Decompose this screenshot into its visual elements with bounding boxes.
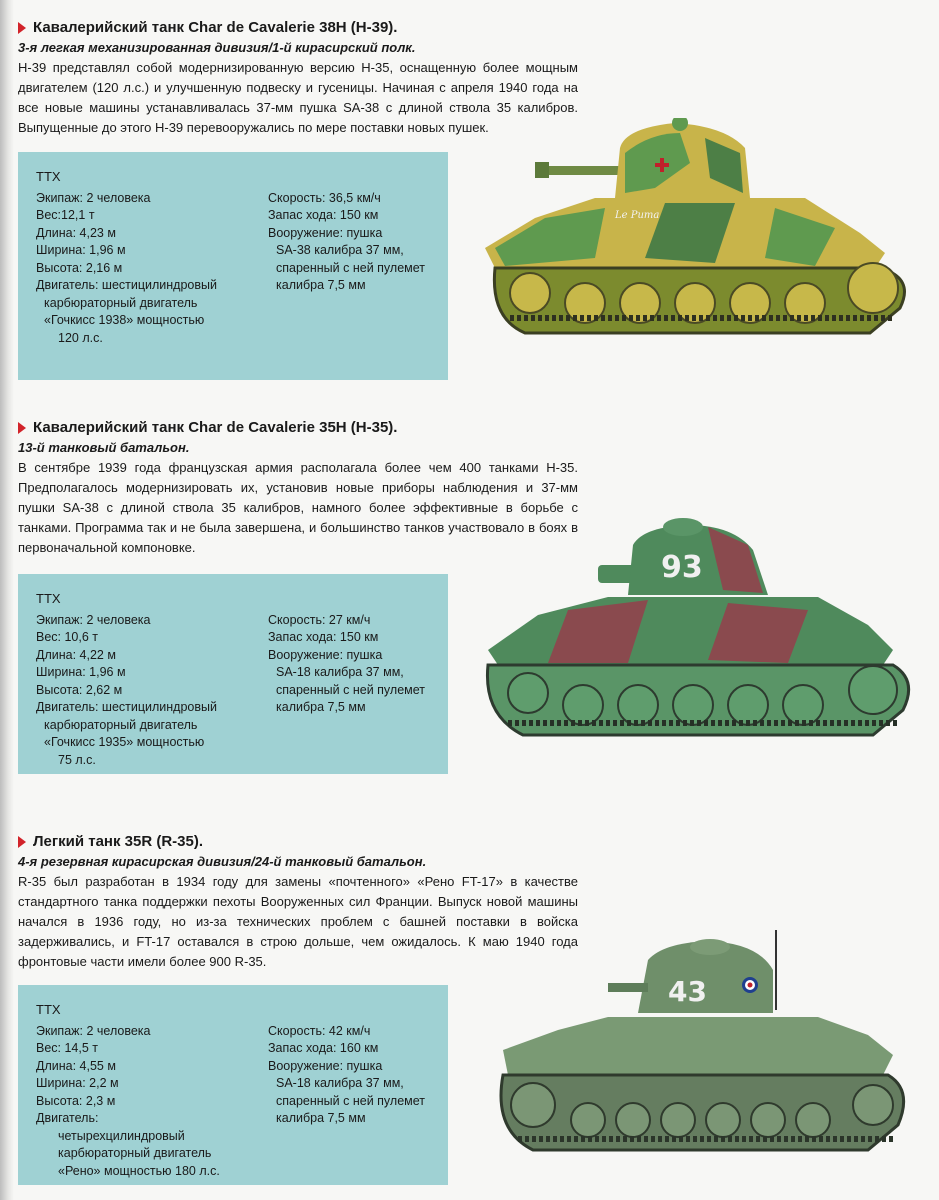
spec-armament-cont: SA-18 калибра 37 мм, bbox=[276, 665, 404, 679]
roundel-icon bbox=[742, 977, 758, 993]
spec-crew: Экипаж: 2 человека bbox=[36, 612, 151, 627]
spec-width: Ширина: 1,96 м bbox=[36, 665, 126, 679]
spec-engine: Двигатель: шестицилиндровый bbox=[36, 278, 217, 292]
specs-left-column bbox=[36, 612, 268, 770]
spec-armament-cont: спаренный с ней пулемет bbox=[276, 682, 425, 697]
red-arrow-icon bbox=[18, 836, 26, 848]
spec-engine-cont: карбюраторный двигатель bbox=[44, 717, 198, 732]
spec-height: Высота: 2,62 м bbox=[36, 682, 123, 697]
specs-heading: ТТХ bbox=[36, 169, 61, 184]
spec-armament: Вооружение: пушка bbox=[268, 647, 383, 662]
spec-range: Запас хода: 160 км bbox=[268, 1041, 379, 1055]
spec-height: Высота: 2,16 м bbox=[36, 260, 123, 275]
spec-engine-cont: 120 л.с. bbox=[58, 330, 103, 345]
spec-engine-cont: карбюраторный двигатель bbox=[58, 1146, 212, 1160]
specs-right-column bbox=[268, 612, 434, 770]
specs-right-column bbox=[268, 190, 434, 348]
spec-engine: Двигатель: шестицилиндровый bbox=[36, 700, 217, 714]
tank-r35-illustration bbox=[488, 925, 918, 1165]
turret-number: 43 bbox=[668, 975, 707, 1008]
tank-cupola bbox=[663, 518, 703, 536]
tank-h39-illustration bbox=[475, 118, 920, 343]
spec-armament-cont: калибра 7,5 мм bbox=[276, 278, 366, 292]
spec-length: Длина: 4,55 м bbox=[36, 1058, 116, 1073]
section-title bbox=[18, 418, 578, 437]
specs-left-column bbox=[36, 190, 268, 348]
red-arrow-icon bbox=[18, 422, 26, 434]
section-description: H-39 представлял собой модернизированную версию H-35, оснащенную более мощным двигателем (120 л.с.) и улучшенную подвеску и гусеницы. Начиная с апреля 1940 года на все новые машины устанавливалась 37-мм пушка SA-38 с длиной ствола 35 калибров. Выпущенные до этого H-39 перевооружались по мере поставки новых пушек. bbox=[18, 60, 578, 135]
hull-script-name: Le Puma bbox=[615, 210, 660, 221]
spec-engine-cont: четырехцилиндровый bbox=[58, 1128, 185, 1143]
tank-cupola bbox=[690, 939, 730, 955]
tank-gun bbox=[608, 983, 648, 992]
spec-crew: Экипаж: 2 человека bbox=[36, 1023, 151, 1038]
tank-hull bbox=[503, 1017, 893, 1075]
turret-number: 93 bbox=[661, 550, 703, 585]
spec-engine-cont: «Гочкисс 1938» мощностью bbox=[44, 313, 205, 327]
spec-armament: Вооружение: пушка bbox=[268, 1058, 383, 1073]
spec-width: Ширина: 2,2 м bbox=[36, 1076, 119, 1090]
spec-armament-cont: спаренный с ней пулемет bbox=[276, 1093, 425, 1108]
spec-speed: Скорость: 42 км/ч bbox=[268, 1023, 371, 1038]
spec-engine-cont: карбюраторный двигатель bbox=[44, 295, 198, 310]
spec-range: Запас хода: 150 км bbox=[268, 208, 379, 222]
spec-armament-cont: SA-38 калибра 37 мм, bbox=[276, 243, 404, 257]
specs-box-h39 bbox=[18, 152, 448, 380]
spec-length: Длина: 4,23 м bbox=[36, 225, 116, 240]
spec-weight: Вес: 14,5 т bbox=[36, 1041, 99, 1055]
tank-h35-illustration bbox=[478, 515, 918, 745]
tank-gun bbox=[545, 166, 625, 175]
spec-armament-cont: спаренный с ней пулемет bbox=[276, 260, 425, 275]
spec-engine-cont: «Рено» мощностью 180 л.с. bbox=[58, 1163, 220, 1178]
spec-speed: Скорость: 27 км/ч bbox=[268, 612, 371, 627]
spec-weight: Вес: 10,6 т bbox=[36, 630, 99, 644]
spec-engine-cont: 75 л.с. bbox=[58, 752, 96, 767]
section-description: В сентябре 1939 года французская армия располагала более чем 400 танками H-35. Предполагалось модернизировать их, установив новые приборы наблюдения и 37-мм пушки SA-38 с длиной ствола 35 калибров, намного более эффективные в борьбе с танками. Программа так и не была завершена, и большинство танков участвовало в боях в первоначальной компоновке. bbox=[18, 460, 578, 555]
section-title-text: Кавалерийский танк Char de Cavalerie 35H (H-35). bbox=[33, 419, 398, 436]
spec-engine-cont: «Гочкисс 1935» мощностью bbox=[44, 735, 205, 749]
specs-box-r35 bbox=[18, 985, 448, 1185]
specs-heading: ТТХ bbox=[36, 1002, 61, 1017]
spec-engine: Двигатель: bbox=[36, 1111, 99, 1125]
tank-hull bbox=[488, 597, 893, 665]
section-subtitle: 4-я резервная кирасирская дивизия/24-й танковый батальон. bbox=[18, 854, 427, 869]
spec-height: Высота: 2,3 м bbox=[36, 1093, 116, 1108]
specs-right-column bbox=[268, 1023, 434, 1181]
spec-crew: Экипаж: 2 человека bbox=[36, 190, 151, 205]
section-description: R-35 был разработан в 1934 году для замены «почтенного» «Рено FT-17» в качестве стандартного танка поддержки пехоты Вооруженных сил Франции. Выпуск новой машины начался в 1936 году, но из-за технических проблем с башней поставки в войска задерживались, и FT-17 оставался в строю дольше, чем ожидалось. К маю 1940 года фронтовые части имели более 900 R-35. bbox=[18, 874, 578, 969]
section-title bbox=[18, 18, 578, 37]
red-arrow-icon bbox=[18, 22, 26, 34]
spec-armament-cont: калибра 7,5 мм bbox=[276, 1111, 366, 1125]
spec-weight: Вес:12,1 т bbox=[36, 208, 95, 222]
spec-width: Ширина: 1,96 м bbox=[36, 243, 126, 257]
spec-speed: Скорость: 36,5 км/ч bbox=[268, 190, 381, 205]
book-spine-shadow bbox=[0, 0, 14, 1200]
section-title bbox=[18, 832, 578, 851]
specs-heading: ТТХ bbox=[36, 591, 61, 606]
spec-armament: Вооружение: пушка bbox=[268, 225, 383, 240]
section-subtitle: 13-й танковый батальон. bbox=[18, 440, 190, 455]
spec-armament-cont: SA-18 калибра 37 мм, bbox=[276, 1076, 404, 1090]
section-title-text: Кавалерийский танк Char de Cavalerie 38H (H-39). bbox=[33, 19, 398, 36]
specs-left-column bbox=[36, 1023, 268, 1181]
section-subtitle: 3-я легкая механизированная дивизия/1-й кирасирский полк. bbox=[18, 40, 416, 55]
specs-box-h35 bbox=[18, 574, 448, 774]
spec-length: Длина: 4,22 м bbox=[36, 647, 116, 662]
spec-armament-cont: калибра 7,5 мм bbox=[276, 700, 366, 714]
spec-range: Запас хода: 150 км bbox=[268, 630, 379, 644]
section-title-text: Легкий танк 35R (R-35). bbox=[33, 833, 204, 850]
tank-muzzle bbox=[535, 162, 549, 178]
